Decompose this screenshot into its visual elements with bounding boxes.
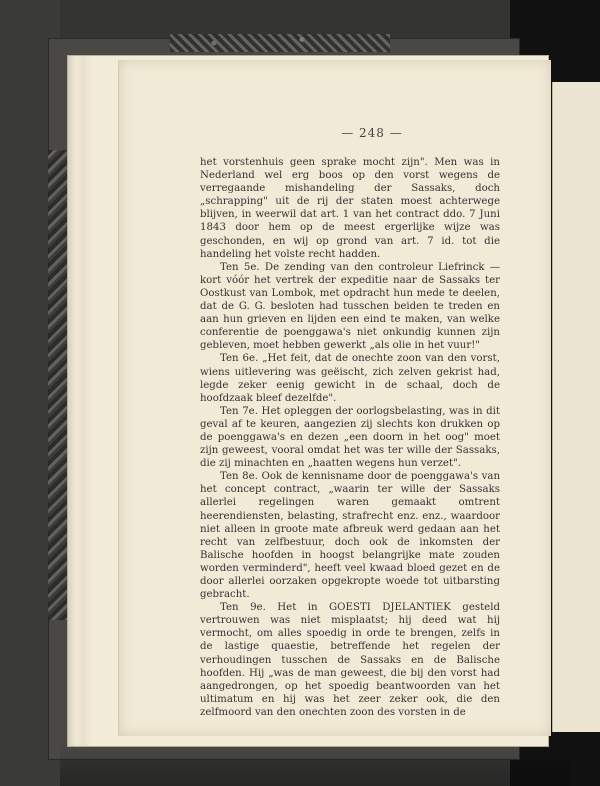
- paragraph-2: Ten 5e. De zending van den controleur Liefrinck — kort vóór het vertrek der expeditie naar de Sassaks ter Oostkust van Lombok, met opdracht hun mede te deelen, dat de G. G. besloten had tusschen beiden te treden en aan hun grieven en lijden een eind te maken, van welke conferentie de poenggawa's niet onkundig kunnen zijn gebleven, moet hebben gewerkt „als olie in het vuur!": [200, 261, 500, 352]
- bottom-shadow: [60, 744, 570, 786]
- paragraph-5: Ten 8e. Ook de kennisname door de poenggawa's van het concept contract, „waarin ter wille der Sassaks allerlei regelingen waren gemaakt omtrent heerendiensten, belasting, strafrecht enz. enz., waardoor niet alleen in groote mate afbreuk werd gedaan aan het recht van zelfbestuur, doch ook de inkomsten der Balische hoofden in hoogst belangrijke mate zouden worden verminderd", heeft veel kwaad bloed gezet en de door allerlei oorzaken opgekropte woede tot uitbarsting gebracht.: [200, 471, 500, 601]
- paragraph-1: het vorstenhuis geen sprake mocht zijn". Men was in Nederland wel erg boos op den vorst wegens de verregaande mishandeling der Sassaks, doch „schrapping" uit de rij der staten moest achterwege blijven, in weerwil dat art. 1 van het contract ddo. 7 Juni 1843 door hem op de meest ergerlijke wijze was geschonden, en wij op grond van art. 7 id. tot die handeling het volste recht hadden.: [200, 157, 500, 260]
- marbled-cover-side: [48, 150, 68, 620]
- page-number: — 248 —: [341, 126, 403, 140]
- paragraph-3: Ten 6e. „Het feit, dat de onechte zoon van den vorst, wiens uitlevering was geëischt, zich zelven gekrist had, legde zeker eenig gewicht in de schaal, doch de hoofdzaak bleef dezelfde".: [200, 353, 500, 404]
- paragraph-6: Ten 9e. Het in GOESTI DJELANTIEK gesteld vertrouwen was niet misplaatst; hij deed wat hij vermocht, om alles spoedig in orde te brengen, zelfs in de lastige quaestie, betreffende het regelen der verhoudingen tusschen de Sassaks en de Balische hoofden. Hij „was de man geweest, die bij den vorst had aangedrongen, op het spoedig beantwoorden van het ultimatum en hij was het zeer zeker ook, die den zelfmoord van den onechten zoon des vorsten in de: [200, 602, 500, 718]
- body-text: [200, 156, 500, 719]
- facing-page-edge: [552, 82, 600, 732]
- paragraph-4: Ten 7e. Het opleggen der oorlogsbelasting, was in dit geval af te keuren, aangezien zij slechts kon drukken op de poenggawa's en dezen „een doorn in het oog" moet zijn geweest, vooral omdat het was ter wille der Sassaks, die zij minachten en „haatten wegens hun verzet".: [200, 405, 500, 470]
- marbled-cover-top: [170, 34, 390, 52]
